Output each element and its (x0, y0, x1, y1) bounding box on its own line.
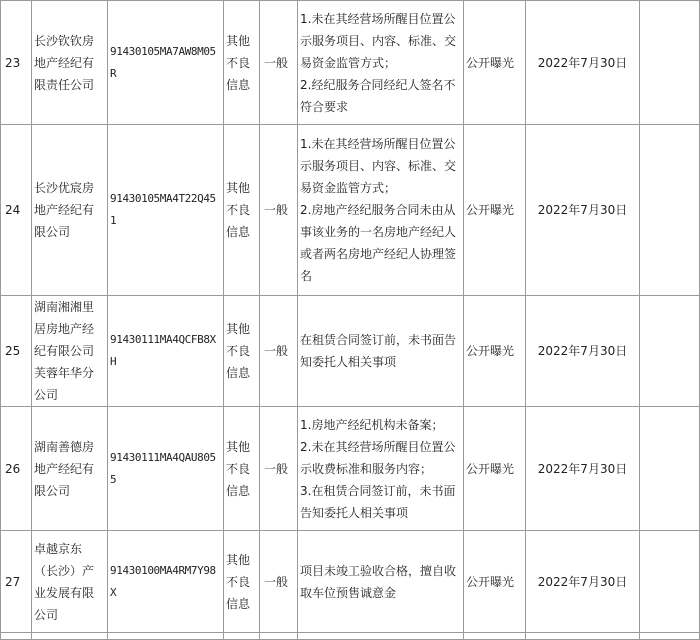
company-name: 卓越京东（长沙）产业发展有限公司 (32, 531, 108, 633)
violation-item: 3.在租赁合同签订前，未书面告知委托人相关事项 (300, 483, 456, 520)
table-row (1, 407, 700, 531)
company-name: 湖南善德房地产经纪有限公司 (32, 407, 108, 531)
company-name: 长沙优宸房地产经纪有限公司 (32, 125, 108, 296)
empty-cell (32, 633, 108, 640)
empty-cell (260, 633, 298, 640)
category: 其他不良信息 (224, 296, 260, 407)
publish-date: 2022年7月30日 (526, 296, 640, 407)
publish-date: 2022年7月30日 (526, 125, 640, 296)
remark (640, 531, 700, 633)
empty-cell (1, 633, 32, 640)
penalty-method: 公开曝光 (464, 125, 526, 296)
row-number: 27 (1, 531, 32, 633)
violation-item: 1.未在其经营场所醒目位置公示服务项目、内容、标准、交易资金监管方式； (300, 137, 457, 195)
company-name: 长沙钦钦房地产经纪有限责任公司 (32, 1, 108, 125)
category: 其他不良信息 (224, 407, 260, 531)
violation-details (298, 296, 464, 407)
violation-item: 2.房地产经纪服务合同未由从事该业务的一名房地产经纪人或者两名房地产经纪人协理签名 (300, 203, 457, 283)
violation-item: 2.经纪服务合同经纪人签名不符合要求 (300, 77, 456, 114)
severity-level: 一般 (260, 531, 298, 633)
table-row (1, 1, 700, 125)
remark (640, 125, 700, 296)
violation-item: 1.未在其经营场所醒目位置公示服务项目、内容、标准、交易资金监管方式； (300, 11, 457, 70)
remark (640, 296, 700, 407)
violation-item: 1.房地产经纪机构未备案； (300, 417, 444, 432)
remark (640, 407, 700, 531)
publish-date: 2022年7月30日 (526, 531, 640, 633)
severity-level: 一般 (260, 407, 298, 531)
row-number: 24 (1, 125, 32, 296)
empty-cell (298, 633, 464, 640)
credit-code: 91430100MA4RM7Y98X (108, 531, 224, 633)
violation-item: 在租赁合同签订前，未书面告知委托人相关事项 (300, 333, 457, 369)
table-row (1, 125, 700, 296)
table-row (1, 531, 700, 633)
penalty-method: 公开曝光 (464, 531, 526, 633)
category: 其他不良信息 (224, 531, 260, 633)
credit-code: 91430111MA4QCFB8XH (108, 296, 224, 407)
penalty-method: 公开曝光 (464, 1, 526, 125)
table-row (1, 633, 700, 640)
severity-level: 一般 (260, 296, 298, 407)
row-number: 25 (1, 296, 32, 407)
severity-level: 一般 (260, 125, 298, 296)
credit-code: 91430105MA7AW8M05R (108, 1, 224, 125)
violation-details (298, 407, 464, 531)
row-number: 26 (1, 407, 32, 531)
empty-cell (108, 633, 224, 640)
empty-cell (526, 633, 640, 640)
credit-code: 91430111MA4QAU8055 (108, 407, 224, 531)
table-row (1, 296, 700, 407)
category: 其他不良信息 (224, 1, 260, 125)
row-number: 23 (1, 1, 32, 125)
remark (640, 1, 700, 125)
penalty-method: 公开曝光 (464, 407, 526, 531)
penalty-method: 公开曝光 (464, 296, 526, 407)
credit-code: 91430105MA4T22Q451 (108, 125, 224, 296)
publish-date: 2022年7月30日 (526, 407, 640, 531)
empty-cell (224, 633, 260, 640)
empty-cell (640, 633, 700, 640)
company-name: 湖南湘湘里居房地产经纪有限公司芙蓉年华分公司 (32, 296, 108, 407)
empty-cell (464, 633, 526, 640)
publish-date: 2022年7月30日 (526, 1, 640, 125)
violation-details (298, 531, 464, 633)
violation-details (298, 125, 464, 296)
violation-details (298, 1, 464, 125)
violation-item: 2.未在其经营场所醒目位置公示收费标准和服务内容； (300, 439, 456, 476)
category: 其他不良信息 (224, 125, 260, 296)
severity-level: 一般 (260, 1, 298, 125)
violation-item: 项目未竣工验收合格，擅自收取车位预售诚意金 (300, 563, 457, 600)
